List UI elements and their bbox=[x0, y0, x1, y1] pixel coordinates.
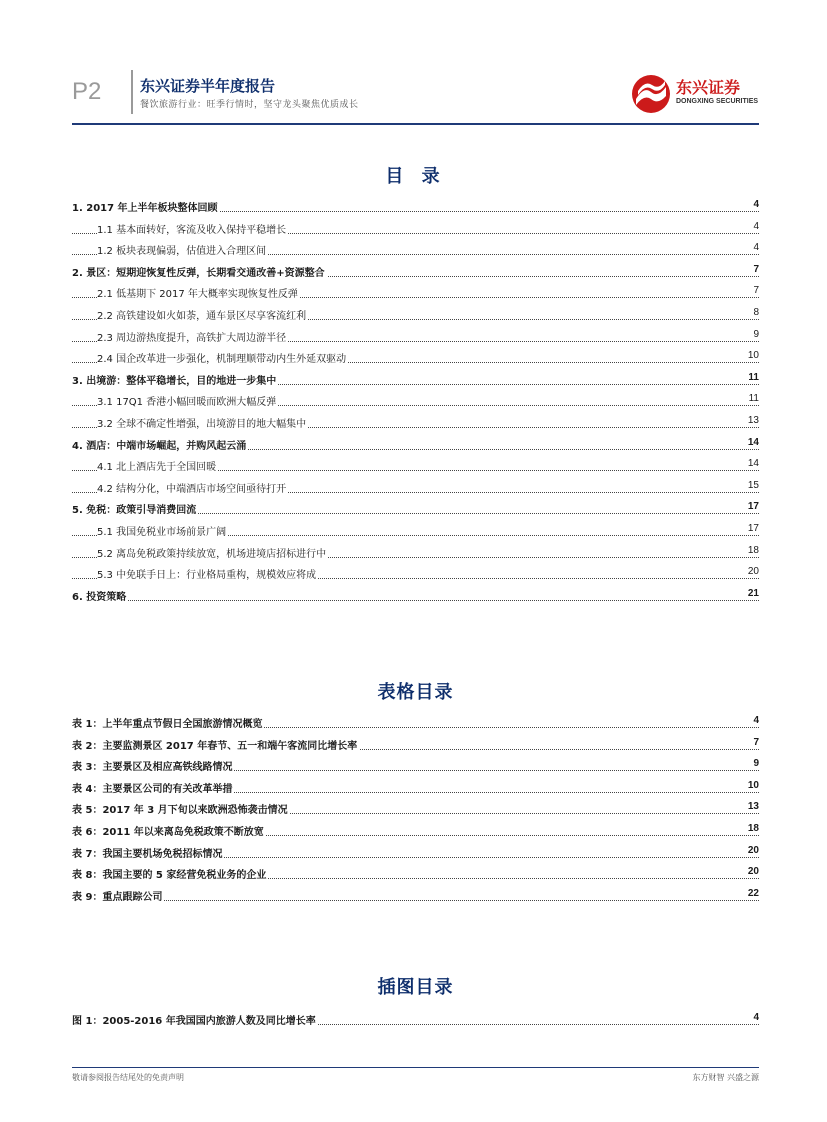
toc-entry[interactable] bbox=[72, 480, 759, 498]
toc-entry[interactable] bbox=[72, 758, 759, 776]
toc-entry-label: 5. 免税：政策引导消费回流 bbox=[72, 501, 198, 516]
toc-entry-page: 4 bbox=[753, 715, 759, 726]
toc-entry-label: 1. 2017 年上半年板块整体回顾 bbox=[72, 199, 220, 214]
toc-entry-label: 3.2 全球不确定性增强，出境游目的地大幅集中 bbox=[97, 415, 308, 430]
toc-entry-label: 表 8：我国主要的 5 家经营免税业务的企业 bbox=[72, 866, 268, 881]
toc-entry-label: 4. 酒店：中端市场崛起，并购风起云涌 bbox=[72, 437, 248, 452]
toc-entry-page: 4 bbox=[753, 220, 759, 232]
toc-entry-label: 表 9：重点跟踪公司 bbox=[72, 888, 164, 903]
toc-entry-page: 14 bbox=[747, 458, 759, 470]
toc-entry[interactable] bbox=[72, 242, 759, 260]
toc-entry-label: 2.1 低基期下 2017 年大概率实现恢复性反弹 bbox=[97, 285, 300, 300]
report-title: 东兴证券半年度报告 bbox=[140, 77, 276, 95]
toc-entry[interactable] bbox=[72, 523, 759, 541]
toc-entry-page: 11 bbox=[748, 393, 759, 405]
toc-entry-label: 6. 投资策略 bbox=[72, 588, 128, 603]
toc-entry-label: 3.1 17Q1 香港小幅回暖而欧洲大幅反弹 bbox=[97, 393, 278, 408]
toc-entry-label: 1.1 基本面转好，客流及收入保持平稳增长 bbox=[97, 221, 288, 236]
footer-disclaimer: 敬请参阅报告结尾处的免责声明 bbox=[72, 1073, 184, 1082]
toc-entry[interactable] bbox=[72, 545, 759, 563]
toc-entry-page: 10 bbox=[747, 779, 759, 791]
toc-entry-page: 18 bbox=[747, 544, 759, 556]
leader-dots bbox=[72, 600, 759, 601]
toc-entry[interactable] bbox=[72, 588, 759, 606]
toc-entry-page: 11 bbox=[748, 371, 759, 383]
toc-entry-page: 7 bbox=[753, 263, 759, 275]
toc-entry-label: 表 4：主要景区公司的有关改革举措 bbox=[72, 780, 234, 795]
toc-entry[interactable] bbox=[72, 264, 759, 282]
toc-entry[interactable] bbox=[72, 823, 759, 841]
toc-entry[interactable] bbox=[72, 437, 759, 455]
tables-toc-title: 表格目录 bbox=[377, 682, 454, 703]
toc-entry[interactable] bbox=[72, 393, 759, 411]
toc-entry-label: 2.3 周边游热度提升，高铁扩大周边游半径 bbox=[97, 329, 288, 344]
toc-entry-page: 17 bbox=[747, 501, 759, 513]
toc-title: 目 录 bbox=[385, 166, 446, 187]
toc-entry-page: 22 bbox=[747, 887, 759, 899]
toc-entry-label: 表 5：2017 年 3 月下旬以来欧洲恐怖袭击情况 bbox=[72, 801, 290, 816]
logo-name: 东兴证券 bbox=[676, 78, 741, 97]
toc-entry-label: 表 3：主要景区及相应高铁线路情况 bbox=[72, 758, 234, 773]
toc-entry-label: 表 2：主要监测景区 2017 年春节、五一和端午客流同比增长率 bbox=[72, 737, 359, 752]
toc-entry-page: 8 bbox=[753, 307, 759, 318]
toc-entry-label: 3. 出境游：整体平稳增长，目的地进一步集中 bbox=[72, 372, 278, 387]
footer-rule bbox=[72, 1067, 759, 1068]
toc-entry-page: 20 bbox=[747, 566, 759, 578]
figures-toc-title: 插图目录 bbox=[377, 977, 454, 998]
toc-entry[interactable] bbox=[72, 566, 759, 584]
toc-entry[interactable] bbox=[72, 501, 759, 519]
toc-entry[interactable] bbox=[72, 350, 759, 368]
toc-entry-page: 9 bbox=[753, 328, 759, 340]
toc-entry-page: 4 bbox=[753, 242, 759, 254]
toc-entry[interactable] bbox=[72, 458, 759, 476]
toc-entry[interactable] bbox=[72, 888, 759, 906]
toc-entry-page: 4 bbox=[753, 1012, 759, 1023]
toc-entry-label: 2. 景区：短期迎恢复性反弹，长期看交通改善+资源整合 bbox=[72, 264, 327, 279]
toc-entry[interactable] bbox=[72, 737, 759, 755]
toc-entry-page: 4 bbox=[753, 199, 759, 210]
toc-entry[interactable] bbox=[72, 801, 759, 819]
toc-entry-page: 7 bbox=[753, 736, 759, 748]
toc-entry[interactable] bbox=[72, 866, 759, 884]
toc-entry[interactable] bbox=[72, 307, 759, 325]
footer-slogan: 东方财智 兴盛之源 bbox=[692, 1073, 759, 1082]
toc-entry-label: 表 7：我国主要机场免税招标情况 bbox=[72, 845, 224, 860]
toc-entry-label: 5.3 中免联手日上：行业格局重构，规模效应将成 bbox=[97, 566, 318, 581]
toc-entry[interactable] bbox=[72, 1012, 759, 1030]
toc-entry-label: 图 1：2005-2016 年我国国内旅游人数及同比增长率 bbox=[72, 1012, 318, 1027]
leader-dots bbox=[72, 900, 759, 901]
logo-subtitle: DONGXING SECURITIES bbox=[676, 98, 759, 105]
toc-entry-page: 17 bbox=[747, 523, 759, 534]
toc-entry[interactable] bbox=[72, 285, 759, 303]
toc-entry-page: 18 bbox=[747, 823, 759, 834]
toc-entry-page: 10 bbox=[747, 350, 759, 362]
toc-entry[interactable] bbox=[72, 845, 759, 863]
toc-entry-label: 2.2 高铁建设如火如荼，通车景区尽享客流红利 bbox=[97, 307, 308, 322]
report-subtitle: 餐饮旅游行业：旺季行情时，坚守龙头聚焦优质成长 bbox=[140, 100, 359, 110]
toc-entry[interactable] bbox=[72, 372, 759, 390]
toc-entry-page: 7 bbox=[753, 285, 759, 297]
header-rule bbox=[72, 123, 759, 125]
toc-entry-page: 13 bbox=[747, 801, 759, 813]
toc-entry-page: 15 bbox=[747, 479, 759, 491]
toc-entry-page: 9 bbox=[753, 758, 759, 770]
toc-entry-label: 5.2 离岛免税政策持续放宽，机场进境店招标进行中 bbox=[97, 545, 328, 560]
toc-entry-page: 14 bbox=[747, 436, 759, 448]
toc-entry-label: 表 1：上半年重点节假日全国旅游情况概览 bbox=[72, 715, 264, 730]
toc-entry[interactable] bbox=[72, 415, 759, 433]
toc-entry-label: 5.1 我国免税业市场前景广阔 bbox=[97, 523, 228, 538]
toc-entry-label: 4.1 北上酒店先于全国回暖 bbox=[97, 458, 218, 473]
toc-entry-page: 20 bbox=[747, 866, 759, 878]
toc-entry-page: 13 bbox=[747, 415, 759, 426]
toc-entry-label: 4.2 结构分化，中端酒店市场空间亟待打开 bbox=[97, 480, 288, 495]
toc-entry[interactable] bbox=[72, 715, 759, 733]
page-number: P2 bbox=[72, 78, 102, 105]
toc-entry-label: 表 6：2011 年以来离岛免税政策不断放宽 bbox=[72, 823, 266, 838]
toc-entry-label: 2.4 国企改革进一步强化，机制理顺带动内生外延双驱动 bbox=[97, 350, 348, 365]
toc-entry-page: 20 bbox=[747, 844, 759, 856]
toc-entry[interactable] bbox=[72, 199, 759, 217]
toc-entry[interactable] bbox=[72, 221, 759, 239]
header-separator bbox=[131, 70, 133, 114]
toc-entry-label: 1.2 板块表现偏弱，估值进入合理区间 bbox=[97, 242, 268, 257]
toc-entry[interactable] bbox=[72, 780, 759, 798]
toc-entry[interactable] bbox=[72, 329, 759, 347]
toc-entry-page: 21 bbox=[747, 587, 759, 599]
